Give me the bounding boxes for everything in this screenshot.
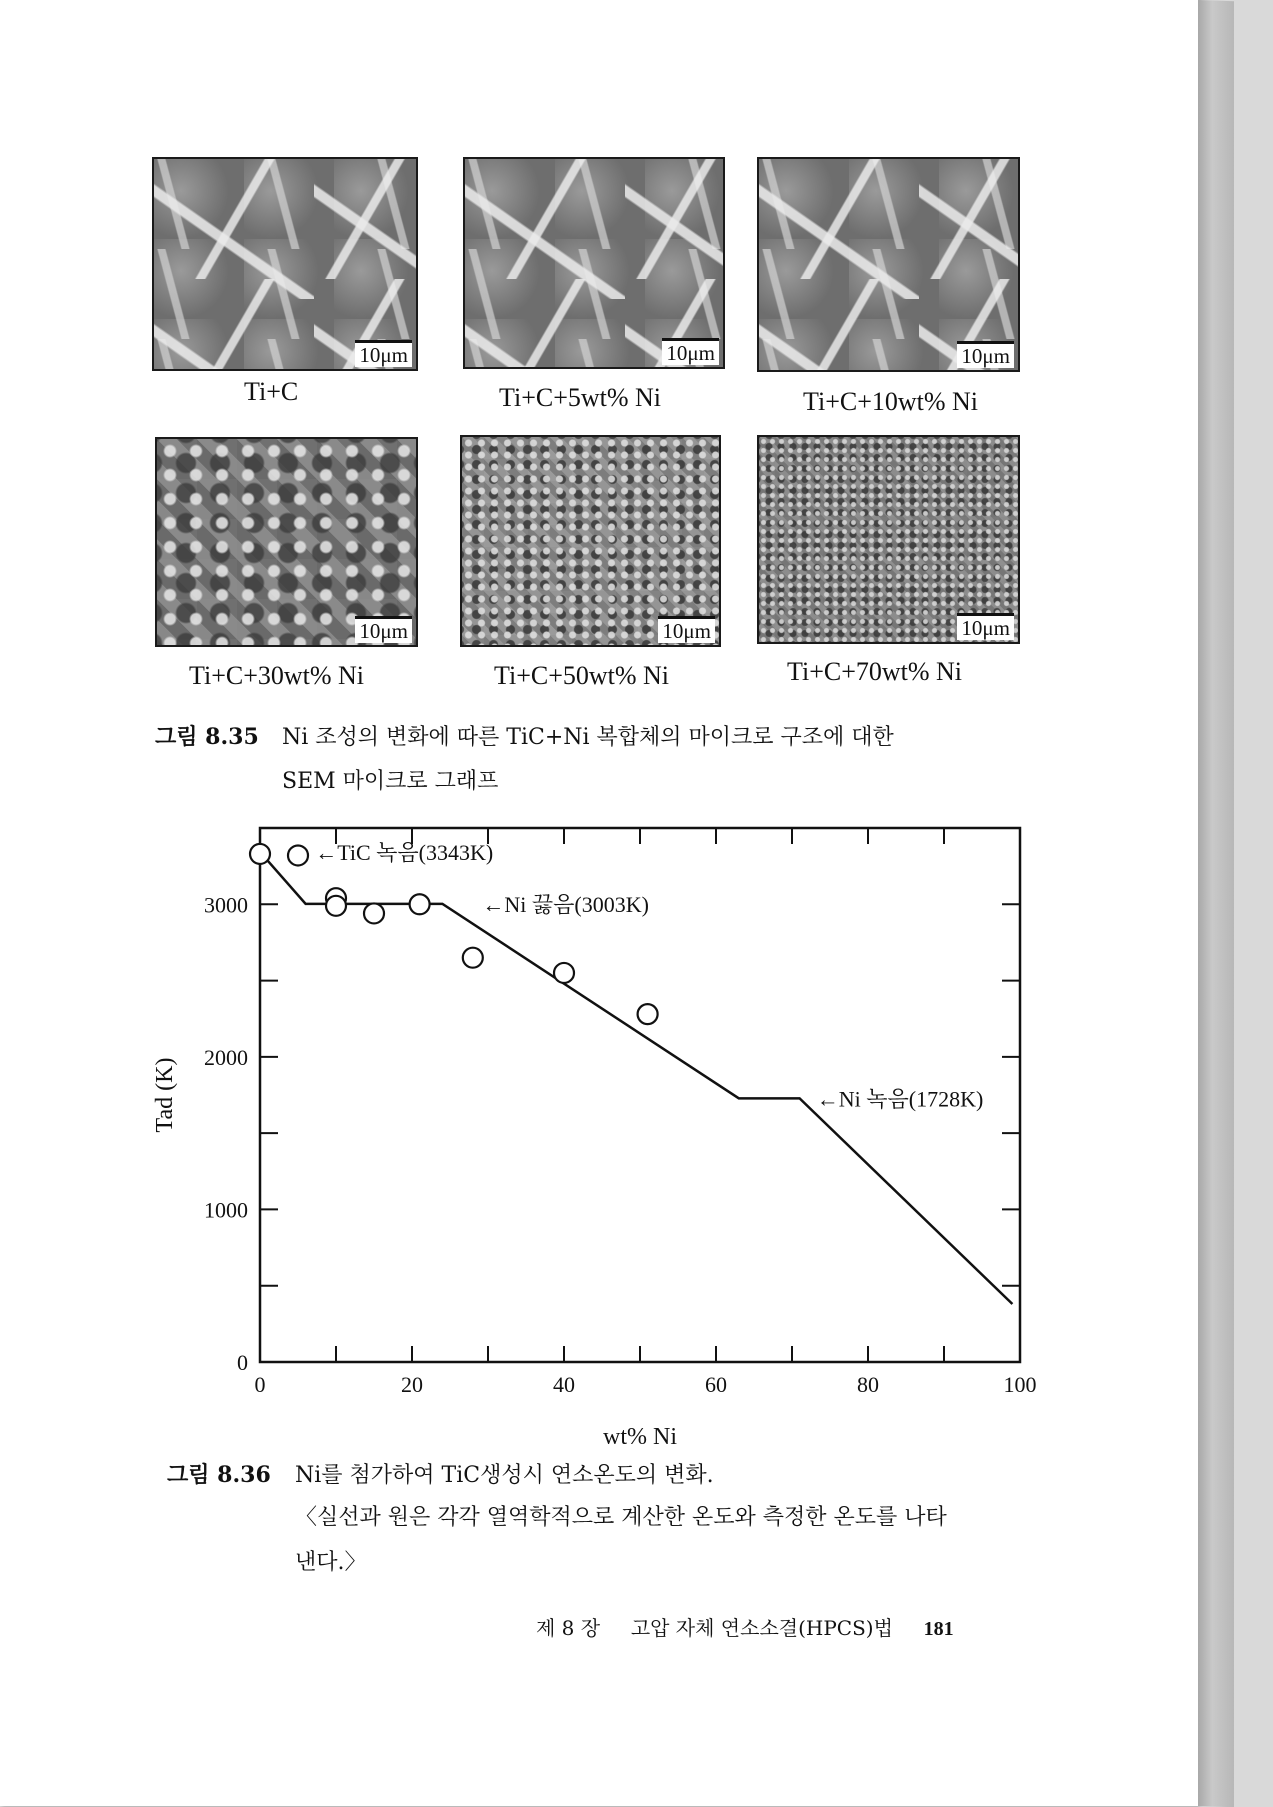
measured-point bbox=[288, 845, 308, 865]
micrograph-label: Ti+C+10wt% Ni bbox=[803, 387, 979, 416]
measured-point bbox=[638, 1004, 658, 1024]
scale-bar: 10μm bbox=[957, 613, 1014, 640]
measured-point bbox=[250, 844, 270, 864]
micrograph-label: Ti+C+30wt% Ni bbox=[189, 661, 365, 690]
x-tick-label: 0 bbox=[254, 1372, 266, 1397]
sem-micrograph-ni-10 bbox=[757, 157, 1020, 372]
chart-annotation: ←Ni 끓음(3003K) bbox=[482, 891, 649, 917]
scale-bar: 10μm bbox=[957, 341, 1014, 368]
scale-bar: 10μm bbox=[658, 616, 715, 643]
chart-annotation: ←TiC 녹음(3343K) bbox=[315, 839, 494, 865]
micrograph-label: Ti+C+70wt% Ni bbox=[787, 657, 963, 686]
x-axis-label: wt% Ni bbox=[603, 1424, 677, 1450]
x-tick-label: 60 bbox=[705, 1372, 727, 1397]
micrograph-label: Ti+C+50wt% Ni bbox=[494, 661, 670, 690]
x-tick-label: 20 bbox=[401, 1372, 423, 1397]
measured-point bbox=[463, 948, 483, 968]
y-tick-label: 1000 bbox=[204, 1197, 248, 1223]
x-tick-label: 40 bbox=[553, 1372, 575, 1397]
figure-number: 그림 8.35 bbox=[155, 724, 259, 750]
figure-836-caption-line2: 〈실선과 원은 각각 열역학적으로 계산한 온도와 측정한 온도를 나타 bbox=[295, 1505, 947, 1530]
sem-micrograph-ni-30 bbox=[155, 437, 418, 647]
sem-micrograph-ni-50 bbox=[460, 435, 721, 647]
page-number: 181 bbox=[923, 1618, 954, 1640]
figure-835-caption-line1: Ni 조성의 변화에 따른 TiC+Ni 복합체의 마이크로 구조에 대한 bbox=[282, 725, 894, 750]
measured-point bbox=[326, 896, 346, 916]
measured-point bbox=[364, 903, 384, 923]
measured-point bbox=[554, 963, 574, 983]
scale-bar: 10μm bbox=[355, 616, 412, 643]
figure-number: 그림 8.36 bbox=[167, 1462, 271, 1488]
chart-annotation: ←Ni 녹음(1728K) bbox=[816, 1086, 984, 1112]
scale-bar: 10μm bbox=[355, 340, 412, 367]
temperature-chart bbox=[140, 810, 1040, 1450]
micrograph-label: Ti+C bbox=[244, 377, 299, 406]
y-tick-label: 0 bbox=[237, 1350, 248, 1375]
x-tick-label: 80 bbox=[857, 1372, 879, 1397]
figure-835-caption-line2: SEM 마이크로 그래프 bbox=[282, 769, 499, 794]
y-tick-label: 2000 bbox=[204, 1044, 248, 1070]
y-axis-label: Tad (K) bbox=[152, 1057, 178, 1133]
chapter-title: 고압 자체 연소소결(HPCS)법 bbox=[630, 1616, 893, 1640]
figure-836-caption-line1: Ni를 첨가하여 TiC생성시 연소온도의 변화. bbox=[295, 1463, 714, 1488]
sem-micrograph-ni-70 bbox=[757, 435, 1020, 644]
running-footer bbox=[536, 1612, 954, 1641]
figure-836-caption-line3: 낸다.〉 bbox=[295, 1550, 367, 1575]
scale-bar: 10μm bbox=[662, 338, 719, 365]
measured-point bbox=[410, 894, 430, 914]
x-tick-label: 100 bbox=[1003, 1372, 1037, 1397]
figure-836-number bbox=[167, 1458, 271, 1489]
sem-micrograph-ni-5 bbox=[463, 157, 725, 369]
figure-835-number bbox=[155, 720, 259, 751]
y-tick-label: 3000 bbox=[204, 892, 248, 918]
chapter-number: 제 8 장 bbox=[536, 1616, 601, 1640]
page-edge bbox=[1198, 0, 1234, 1807]
micrograph-label: Ti+C+5wt% Ni bbox=[499, 383, 662, 412]
sem-micrograph-ti-c bbox=[152, 157, 418, 371]
